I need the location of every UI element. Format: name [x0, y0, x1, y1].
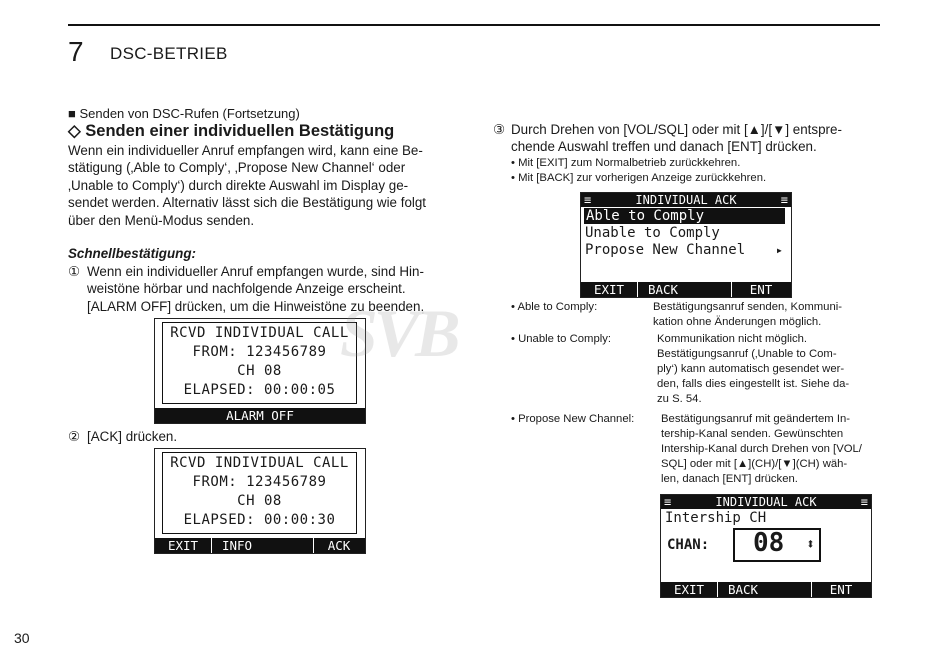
lcd-individual-ack-menu	[580, 192, 792, 298]
step3-bullets	[511, 156, 766, 186]
lcd-line: CH 08	[237, 363, 282, 379]
intership-ch-label: Intership CH	[665, 510, 767, 526]
step1-text: Wenn ein individueller Anruf empfangen wurde, sind Hin- weistöne hörbar und nachfolgende Anzeige erscheint. [ALARM OFF] drücken, um die Hinweistöne zu beenden.	[87, 264, 425, 314]
lcd-line: ELAPSED: 00:00:05	[183, 382, 336, 398]
menu-item-able-to-comply[interactable]: Able to Comply	[584, 208, 785, 224]
menu-icon: ≡	[664, 495, 672, 509]
exit-softkey[interactable]: EXIT	[673, 582, 705, 597]
back-softkey[interactable]: BACK	[717, 582, 768, 597]
lcd-titlebar: ≡ INDIVIDUAL ACK ≡	[661, 495, 871, 509]
alarm-off-softkey[interactable]: ALARM OFF	[226, 408, 294, 423]
softkey-bar	[155, 408, 365, 423]
lcd-call-frame	[162, 322, 357, 404]
watermark: SVB	[340, 295, 457, 371]
lcd-line: CH 08	[237, 493, 282, 509]
page-number: 30	[14, 630, 30, 646]
softkey-bar	[661, 582, 871, 597]
def-term-propose: • Propose New Channel:	[511, 413, 635, 425]
menu-item-propose-new-channel[interactable]: Propose New Channel	[585, 242, 746, 258]
chapter-number: 7	[68, 36, 84, 67]
lcd-line: FROM: 123456789	[192, 474, 327, 490]
step3-text: Durch Drehen von [VOL/SQL] oder mit [▲]/[▼] entspre- chende Auswahl treffen und danach [ENT] drücken.	[511, 122, 842, 155]
header-rule	[68, 24, 880, 26]
lcd-line: FROM: 123456789	[192, 344, 327, 360]
lcd-titlebar: ≡ INDIVIDUAL ACK ≡	[581, 193, 791, 207]
chan-label: CHAN:	[667, 537, 710, 553]
menu-icon: ≡	[780, 193, 788, 207]
channel-value: 08	[753, 528, 785, 558]
back-softkey[interactable]: BACK	[637, 282, 688, 297]
ent-softkey[interactable]: ENT	[811, 582, 870, 597]
section-heading: ◇ Senden einer individuellen Bestätigung	[68, 122, 395, 140]
def-desc-able: Bestätigungsanruf senden, Kommuni- kation ohne Änderungen möglich.	[653, 301, 843, 328]
def-desc-unable: Kommunikation nicht möglich. Bestätigungsanruf (‚Unable to Com- ply‘) kann automatisch gesendet wer- den, falls dies eingestellt ist. Siehe da- zu S. 54.	[657, 333, 850, 405]
channel-value-box[interactable]	[733, 528, 821, 562]
def-term-able: • Able to Comply:	[511, 301, 598, 313]
lcd-rcvd-call-alarm	[154, 318, 366, 424]
chapter-title: DSC-BETRIEB	[110, 44, 228, 63]
exit-softkey[interactable]: EXIT	[593, 282, 625, 297]
step2-text: [ACK] drücken.	[87, 429, 178, 444]
quick-ack-subheading: Schnellbestätigung:	[68, 246, 196, 261]
step1-number: ①	[68, 264, 81, 279]
menu-icon: ≡	[860, 495, 868, 509]
exit-softkey[interactable]: EXIT	[167, 538, 199, 553]
intro-paragraph: Wenn ein individueller Anruf empfangen wird, kann eine Be- stätigung (‚Able to Comply‘, ‚Propose New Channel‘ oder ‚Unable to Comply‘) durch direkte Auswahl im Display ge- sendet werden. Alternativ lässt sich die Bestätigung wie folgt über den Menü-Modus senden.	[68, 143, 427, 228]
step3-number: ③	[493, 122, 506, 137]
lcd-line: ELAPSED: 00:00:30	[183, 512, 336, 528]
lcd-rcvd-call-ack	[154, 448, 366, 554]
def-desc-propose: Bestätigungsanruf mit geändertem In- tership-Kanal senden. Gewünschten Intership-Kanal durch Drehen von [VOL/ SQL] oder mit [▲](CH)/[▼](CH) wäh- len, danach [ENT] drücken.	[661, 413, 862, 485]
ent-softkey[interactable]: ENT	[731, 282, 790, 297]
bullet-back: • Mit [BACK] zur vorherigen Anzeige zurückkehren.	[511, 172, 767, 184]
info-softkey[interactable]: INFO	[211, 538, 262, 553]
lcd-line: RCVD INDIVIDUAL CALL	[170, 455, 349, 471]
lcd-line: RCVD INDIVIDUAL CALL	[170, 325, 349, 341]
softkey-bar	[155, 538, 365, 553]
def-term-unable: • Unable to Comply:	[511, 333, 612, 345]
menu-icon: ≡	[584, 193, 592, 207]
bullet-exit: • Mit [EXIT] zum Normalbetrieb zurückkehren.	[511, 157, 741, 169]
up-down-icon: ⬍	[805, 535, 815, 553]
menu-item-unable-to-comply[interactable]: Unable to Comply	[585, 225, 720, 241]
lcd-intership-channel	[660, 494, 872, 598]
section-marker: ■ Senden von DSC-Rufen (Fortsetzung)	[68, 106, 300, 121]
step2-number: ②	[68, 429, 81, 444]
submenu-arrow-icon: ▸	[775, 243, 783, 257]
lcd-call-frame	[162, 452, 357, 534]
softkey-bar	[581, 282, 791, 297]
ack-softkey[interactable]: ACK	[313, 538, 364, 553]
